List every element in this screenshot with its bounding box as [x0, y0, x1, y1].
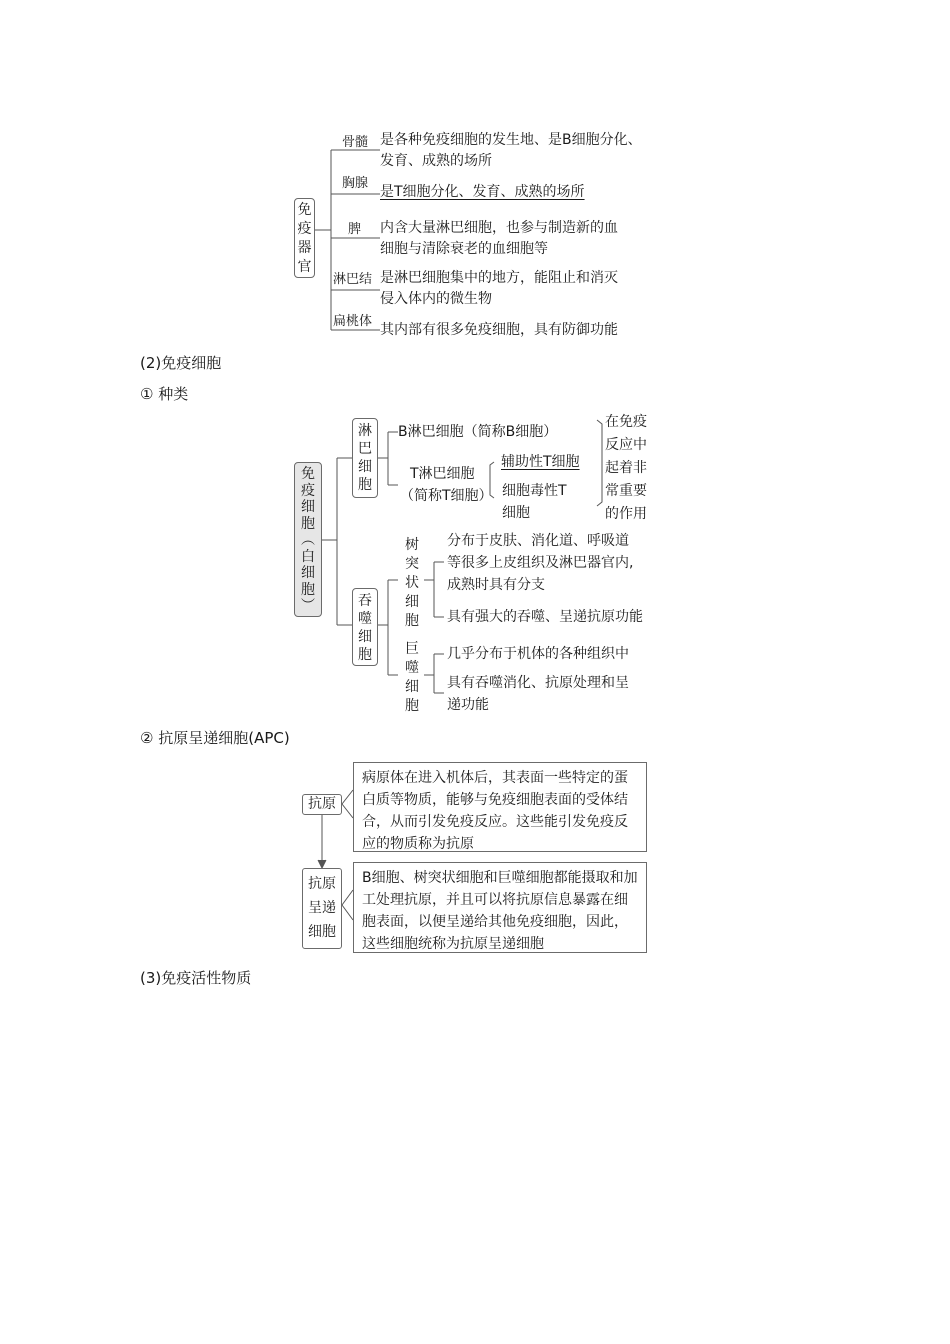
cytotoxic-t-line1: 细胞毒性T	[502, 483, 567, 499]
dendritic-line: 分布于皮肤、消化道、呼吸道	[447, 533, 629, 549]
apc-label-line: 抗原	[308, 876, 336, 892]
apc-definition-box	[353, 862, 647, 953]
cytotoxic-t-line2: 细胞	[502, 505, 530, 521]
root-char: 胞	[301, 581, 315, 598]
root-char: 白	[301, 548, 315, 565]
antigen-label: 抗原	[308, 796, 336, 812]
root-char: ︵	[301, 532, 315, 548]
organ-label-thymus: 胸腺	[342, 176, 369, 191]
phago-char: 吞	[358, 593, 372, 609]
role-line: 常重要	[605, 483, 647, 499]
phago-char: 噬	[358, 611, 372, 627]
root-char: 免	[301, 466, 315, 482]
section3-heading: (3)免疫活性物质	[140, 969, 252, 987]
sub2-heading: ② 抗原呈递细胞(APC)	[140, 729, 290, 747]
organ-label-spleen: 脾	[348, 222, 362, 237]
root-char: ︶	[301, 598, 315, 614]
lymphocyte-box	[352, 418, 378, 498]
organ-desc-line: 发育、成熟的场所	[380, 153, 492, 169]
organ-desc-thymus	[380, 182, 585, 202]
organ-desc-line: 细胞与清除衰老的血细胞等	[380, 241, 548, 257]
macrophage-label	[403, 640, 421, 716]
phagocyte-box	[352, 588, 378, 666]
role-line: 反应中	[605, 437, 647, 453]
organs-title-box	[294, 198, 315, 278]
antigen-definition-box	[353, 762, 647, 852]
organs-title-char: 官	[297, 259, 312, 275]
organ-desc-line: 是淋巴细胞集中的地方，能阻止和消灭	[380, 270, 618, 286]
organs-title-char: 免	[297, 202, 312, 218]
dendritic-char: 树	[405, 537, 419, 553]
lymph-char: 胞	[358, 477, 372, 493]
antigen-label-box	[302, 794, 342, 815]
lymph-char: 细	[358, 459, 372, 475]
organ-label-bone-marrow: 骨髓	[342, 135, 369, 150]
section2-heading: (2)免疫细胞	[140, 354, 222, 372]
phago-char: 胞	[358, 647, 372, 663]
t-cell-label-line1: T淋巴细胞	[410, 466, 475, 482]
immune-cells-root-box	[294, 462, 322, 617]
apc-label-line: 呈递	[308, 900, 336, 916]
dendritic-char: 突	[405, 556, 419, 572]
role-line: 在免疫	[605, 414, 647, 430]
b-cell-label: B淋巴细胞（简称B细胞）	[398, 424, 558, 440]
organs-title-char: 器	[297, 240, 312, 256]
macro-char: 噬	[405, 660, 419, 676]
macrophage-line2: 具有吞噬消化、抗原处理和呈	[447, 675, 629, 691]
organ-label-lymph-node: 淋巴结	[333, 272, 373, 287]
role-line: 起着非	[605, 460, 647, 476]
organ-desc-line: 是各种免疫细胞的发生地、是B细胞分化、	[380, 132, 642, 148]
macro-char: 巨	[405, 641, 419, 657]
root-char: 胞	[301, 515, 315, 532]
lymph-role-text	[605, 411, 647, 526]
lymph-char: 巴	[358, 441, 372, 457]
helper-t-text: 辅助性T细胞	[501, 454, 580, 470]
dendritic-function: 具有强大的吞噬、呈递抗原功能	[447, 609, 643, 625]
dendritic-char: 状	[405, 575, 419, 591]
dendritic-cell-label	[403, 536, 421, 631]
phago-char: 细	[358, 629, 372, 645]
apc-definition: B细胞、树突状细胞和巨噬细胞都能摄取和加工处理抗原，并且可以将抗原信息暴露在细胞表面，以便呈递给其他免疫细胞，因此，这些细胞统称为抗原呈递细胞	[362, 870, 638, 952]
macrophage-line3: 递功能	[447, 697, 489, 713]
sub1-heading: ① 种类	[140, 385, 189, 403]
apc-label-line: 细胞	[308, 924, 336, 940]
organs-title-char: 疫	[297, 221, 312, 237]
macro-char: 细	[405, 679, 419, 695]
dendritic-line: 等很多上皮组织及淋巴器官内,	[447, 555, 634, 571]
dendritic-line: 成熟时具有分支	[447, 577, 545, 593]
organ-desc-line: 是T细胞分化、发育、成熟的场所	[380, 184, 585, 200]
root-char: 疫	[301, 482, 315, 499]
organ-desc-line: 侵入体内的微生物	[380, 291, 492, 307]
lymph-char: 淋	[358, 423, 372, 439]
macro-char: 胞	[405, 698, 419, 714]
dendritic-char: 细	[405, 594, 419, 610]
root-char: 细	[301, 499, 315, 515]
dendritic-desc	[447, 530, 633, 596]
antigen-definition: 病原体在进入机体后，其表面一些特定的蛋白质等物质，能够与免疫细胞表面的受体结合，从而引发免疫反应。这些能引发免疫反应的物质称为抗原	[362, 770, 628, 852]
root-char: 细	[301, 565, 315, 581]
role-line: 的作用	[605, 506, 647, 522]
dendritic-char: 胞	[405, 613, 419, 629]
organ-label-tonsil: 扁桃体	[333, 314, 373, 329]
t-cell-label-line2: （简称T细胞）	[400, 488, 493, 504]
apc-label-box	[302, 868, 342, 949]
macrophage-line1: 几乎分布于机体的各种组织中	[447, 646, 629, 662]
organ-desc-line: 内含大量淋巴细胞，也参与制造新的血	[380, 220, 618, 236]
organ-desc-line: 其内部有很多免疫细胞，具有防御功能	[380, 322, 618, 338]
helper-t-label	[501, 452, 580, 472]
